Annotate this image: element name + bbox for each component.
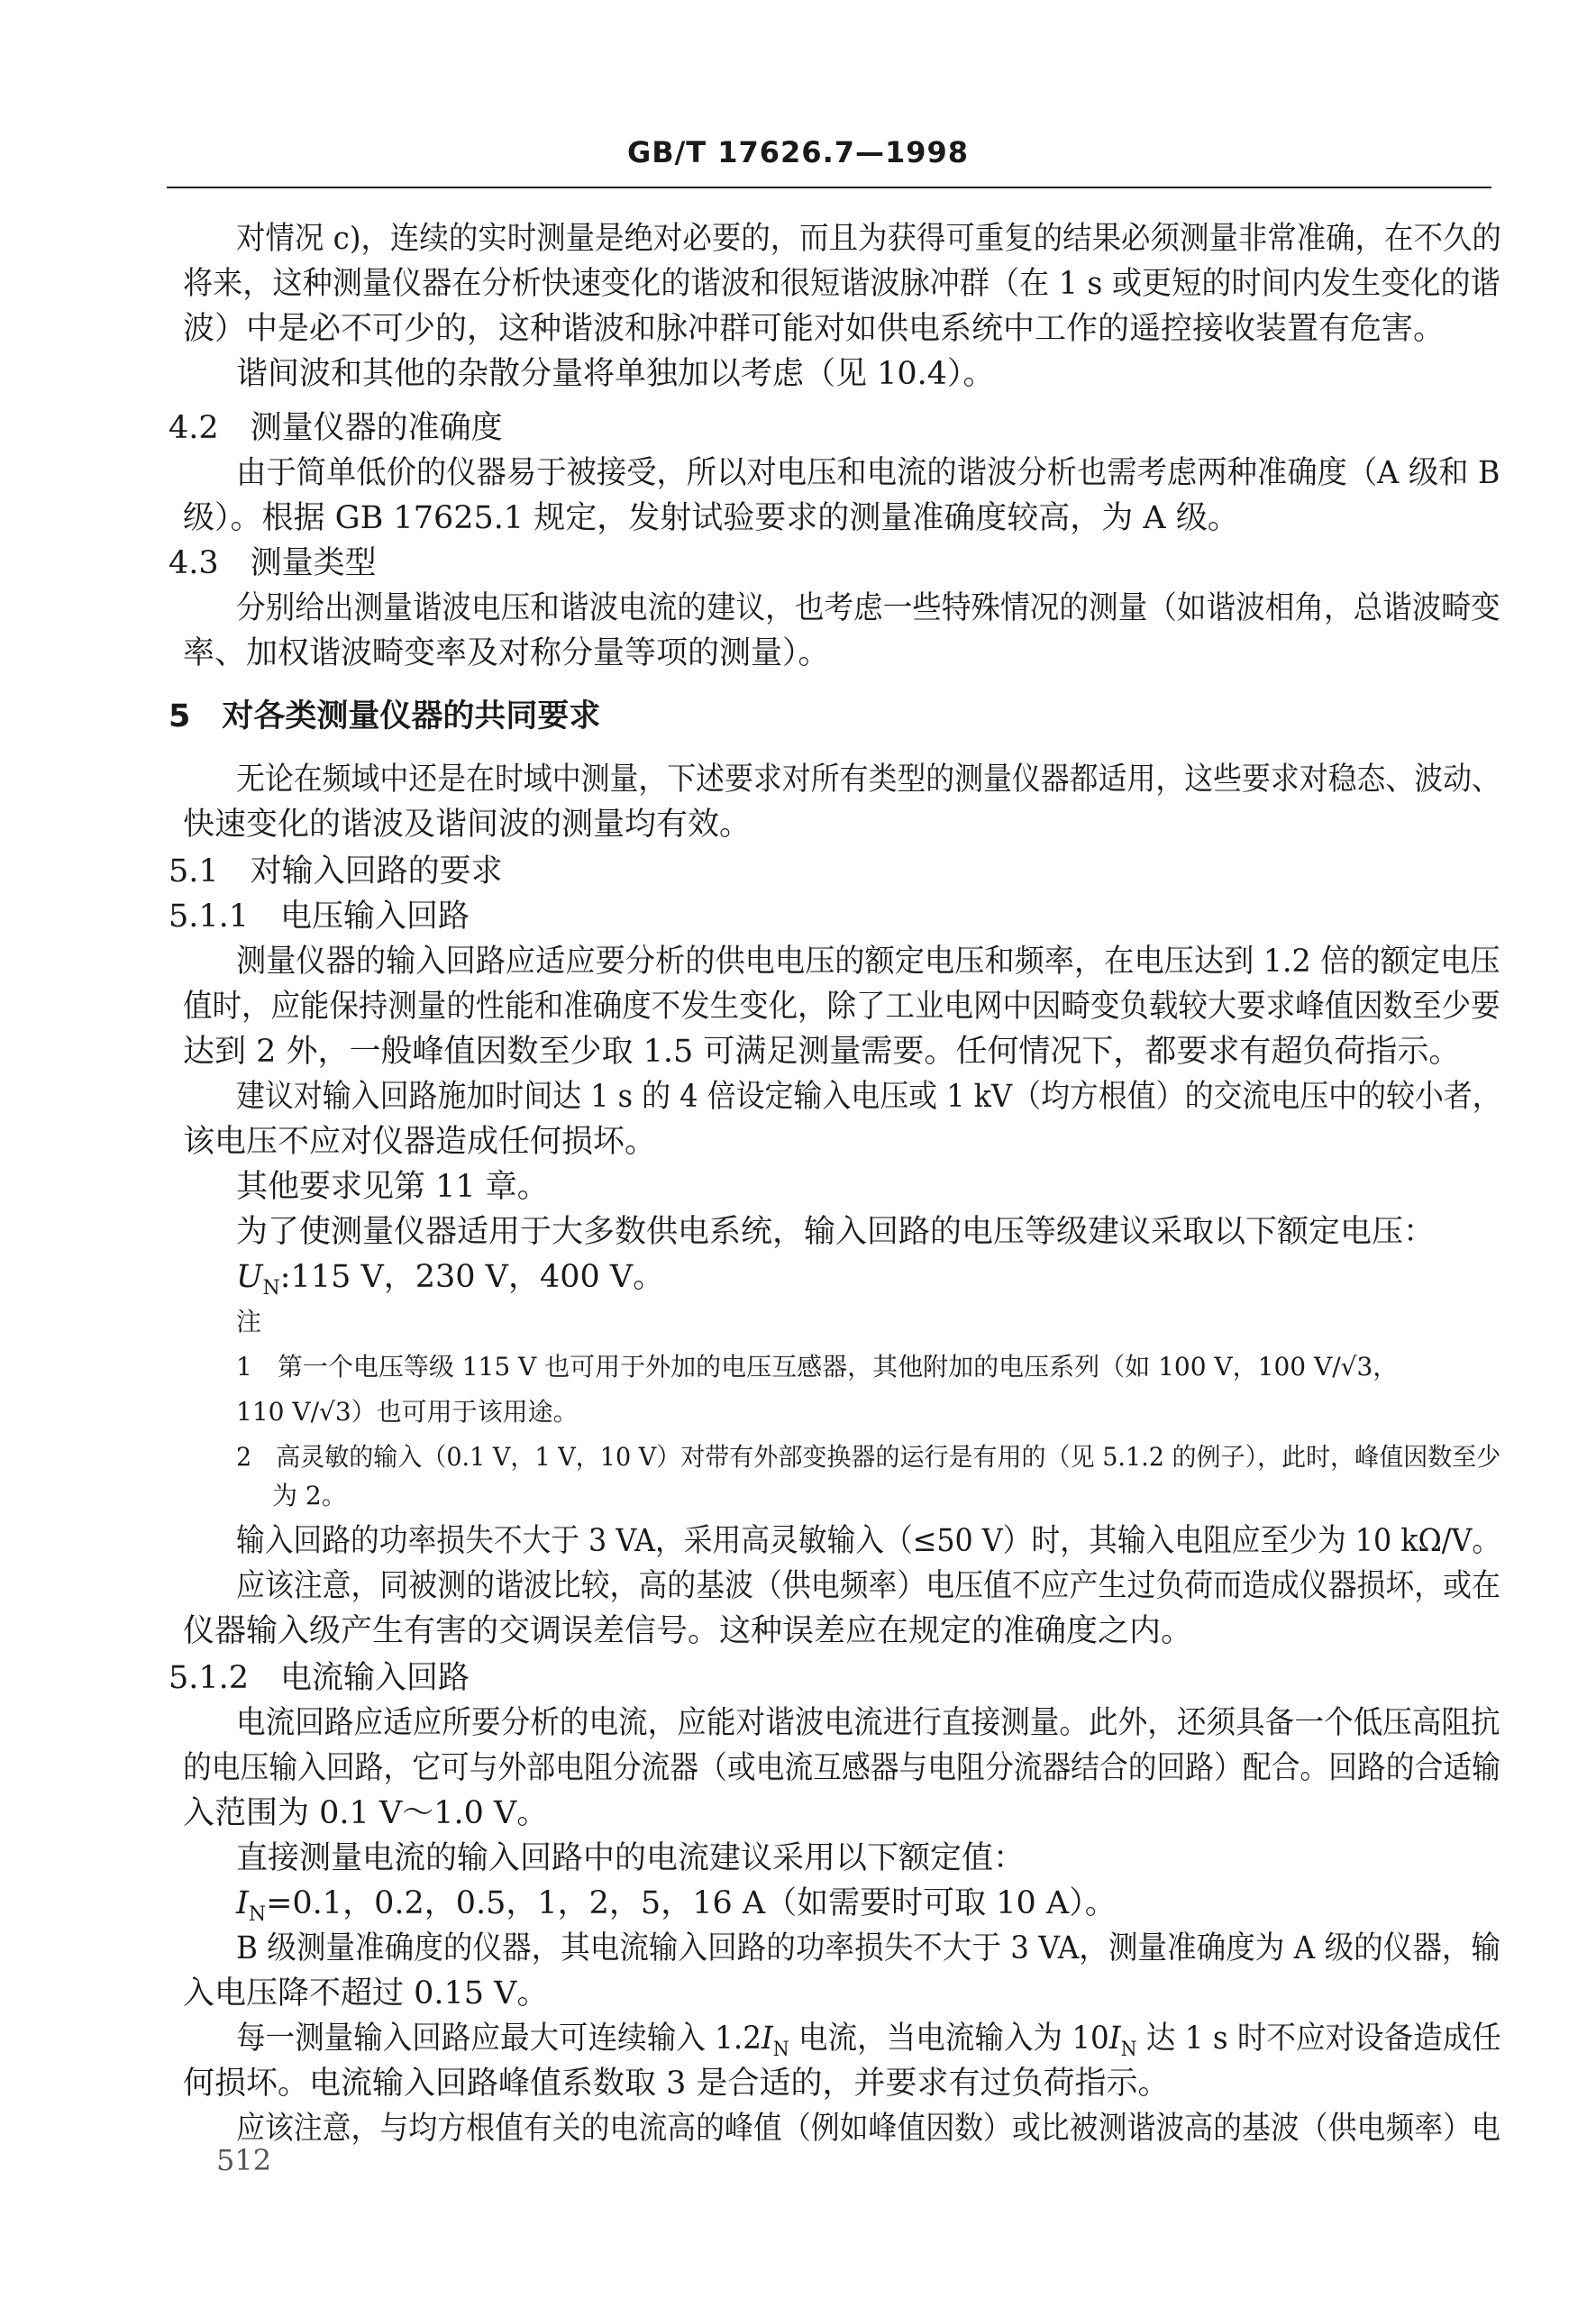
text-line: 入范围为 0.1 V～1.0 V。: [183, 1795, 549, 1831]
text-line: 每一测量输入回路应最大可连续输入 $1.2I_N$ 电流，当电流输入为 $10I_N$ 达 1 s 时不应对设备造成任: [236, 2021, 1501, 2061]
page-header: GB/T 17626.7—1998: [626, 135, 970, 169]
text-line: 达到 2 外，一般峰值因数至少取 1.5 可满足测量需要。任何情况下，都要求有超负荷指示。: [183, 1034, 1461, 1070]
subsection-heading: 4.3 测量类型: [169, 545, 377, 581]
text-line: 的电压输入回路，它可与外部电阻分流器（或电流互感器与电阻分流器结合的回路）配合。回路的合适输: [183, 1750, 1500, 1786]
text-line: 何损坏。电流输入回路峰值系数取 3 是合适的，并要求有过负荷指示。: [183, 2066, 1170, 2102]
text-line: 其他要求见第 11 章。: [236, 1169, 549, 1205]
text-line: $I_N=0.1$，0.2，0.5，1，2，5，16 A（如需要时可取 10 A）。: [236, 1885, 1117, 1926]
text-line: 直接测量电流的输入回路中的电流建议采用以下额定值：: [236, 1840, 1026, 1876]
text-line: $U_N:115$ V，230 V，400 V。: [236, 1259, 665, 1300]
text-line: 为了使测量仪器适用于大多数供电系统，输入回路的电压等级建议采取以下额定电压：: [236, 1214, 1436, 1250]
note-line: 1 第一个电压等级 115 V 也可用于外加的电压互感器，其他附加的电压系列（如 100 V，100 V/√3，: [236, 1352, 1399, 1382]
text-line: 测量仪器的输入回路应适应要分析的供电电压的额定电压和频率，在电压达到 1.2 倍的额定电压: [236, 944, 1500, 980]
text-line: 值时，应能保持测量的性能和准确度不发生变化，除了工业电网中因畸变负载较大要求峰值因数至少要: [183, 989, 1500, 1025]
text-line: 应该注意，同被测的谐波比较，高的基波（供电频率）电压值不应产生过负荷而造成仪器损坏，或在: [236, 1568, 1500, 1604]
text-line: 波）中是必不可少的，这种谐波和脉冲群可能对如供电系统中工作的遥控接收装置有危害。: [183, 311, 1446, 347]
text-line: 该电压不应对仪器造成任何损坏。: [183, 1124, 657, 1160]
header-rule: [167, 187, 1491, 188]
page-number: 512: [216, 2143, 272, 2177]
text-line: 谐间波和其他的杂散分量将单独加以考虑（见 10.4）。: [236, 356, 995, 392]
note-line: 注: [236, 1307, 262, 1337]
text-line: 仪器输入级产生有害的交调误差信号。这种误差应在规定的准确度之内。: [183, 1613, 1193, 1649]
note-line: 110 V/√3）也可用于该用途。: [236, 1397, 579, 1427]
section-heading: 5 对各类测量仪器的共同要求: [169, 698, 601, 734]
note-line: 为 2。: [272, 1481, 347, 1510]
subsection-heading: 4.2 测量仪器的准确度: [169, 410, 503, 446]
text-line: 将来，这种测量仪器在分析快速变化的谐波和很短谐波脉冲群（在 1 s 或更短的时间内发生变化的谐: [183, 266, 1500, 302]
text-line: 级）。根据 GB 17625.1 规定，发射试验要求的测量准确度较高，为 A 级。: [183, 500, 1239, 536]
text-line: 应该注意，与均方根值有关的电流高的峰值（例如峰值因数）或比被测谐波高的基波（供电频率）电: [236, 2111, 1500, 2147]
text-line: 由于简单低价的仪器易于被接受，所以对电压和电流的谐波分析也需考虑两种准确度（A 级和 B: [236, 455, 1500, 491]
text-line: 对情况 c)，连续的实时测量是绝对必要的，而且为获得可重复的结果必须测量非常准确，在不久的: [236, 221, 1501, 257]
text-line: 快速变化的谐波及谐间波的测量均有效。: [183, 807, 752, 843]
text-line: 建议对输入回路施加时间达 1 s 的 4 倍设定输入电压或 1 kV（均方根值）的交流电压中的较小者，: [236, 1079, 1501, 1115]
text-line: B 级测量准确度的仪器，其电流输入回路的功率损失不大于 3 VA，测量准确度为 A 级的仪器，输: [236, 1930, 1501, 1966]
subsection-heading: 5.1.2 电流输入回路: [169, 1660, 470, 1696]
text-line: 输入回路的功率损失不大于 3 VA，采用高灵敏输入（≤50 V）时，其输入电阻应至少为 10 kΩ/V。: [236, 1523, 1501, 1559]
subsection-heading: 5.1.1 电压输入回路: [169, 899, 470, 935]
note-line: 2 高灵敏的输入（0.1 V，1 V，10 V）对带有外部变换器的运行是有用的（见 5.1.2 的例子），此时，峰值因数至少: [236, 1442, 1501, 1472]
subsection-heading: 5.1 对输入回路的要求: [169, 853, 503, 889]
text-line: 分别给出测量谐波电压和谐波电流的建议，也考虑一些特殊情况的测量（如谐波相角，总谐波畸变: [236, 590, 1500, 626]
text-line: 电流回路应适应所要分析的电流，应能对谐波电流进行直接测量。此外，还须具备一个低压高阻抗: [236, 1705, 1500, 1741]
text-line: 入电压降不超过 0.15 V。: [183, 1975, 549, 2012]
text-line: 无论在频域中还是在时域中测量，下述要求对所有类型的测量仪器都适用，这些要求对稳态、波动、: [236, 762, 1500, 798]
text-line: 率、加权谐波畸变率及对称分量等项的测量）。: [183, 635, 830, 671]
